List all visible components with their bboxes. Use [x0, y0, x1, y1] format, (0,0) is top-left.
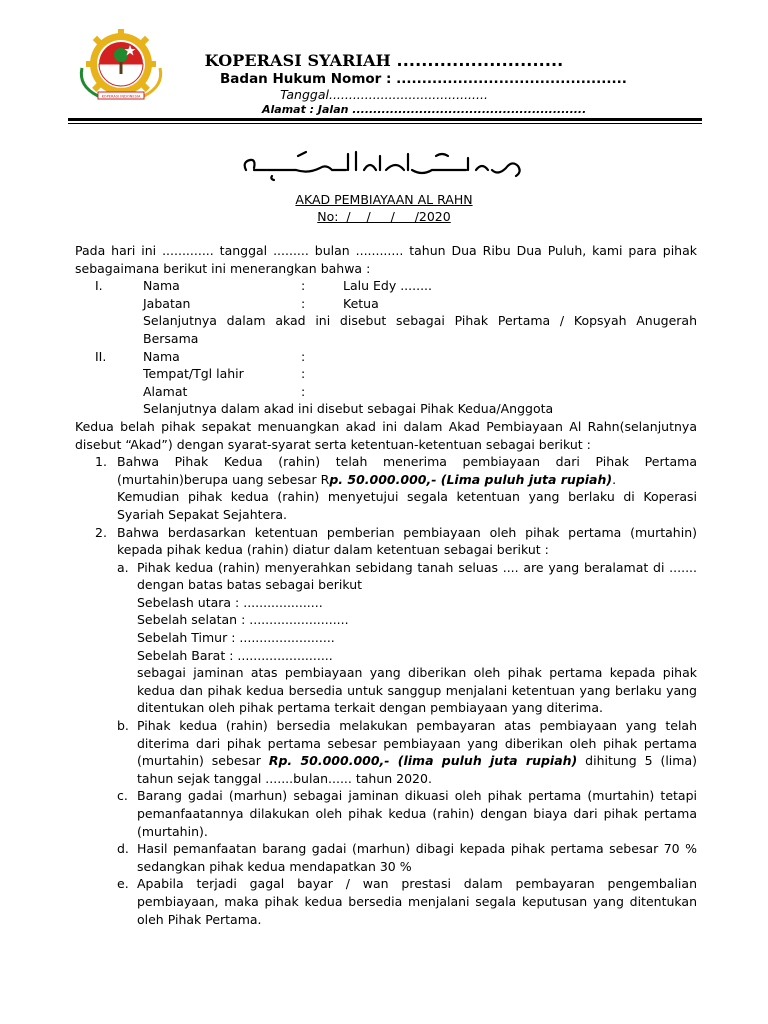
clause-2c-text: Barang gadai (marhun) sebagai jaminan dikuasi oleh pihak pertama (murtahin) tetapi pemanfaatannya dilakukan oleh pihak kedua (rahin) dengan biaya dari pihak pertama (murtahin).: [137, 788, 697, 839]
party1-colon: :: [301, 295, 306, 311]
border-east: Sebelah Timur : ........................: [137, 630, 335, 646]
clause-2a-text: Pihak kedua (rahin) menyerahkan sebidang tanah seluas .... are yang beralamat di ....... dengan batas batas sebagai berikut: [137, 559, 697, 593]
clause-2d: [117, 840, 697, 875]
clause-2e: [117, 875, 697, 928]
party1-numeral: I.: [95, 278, 103, 294]
party1-row-name: [75, 277, 697, 295]
akad-title: AKAD PEMBIAYAAN AL RAHN: [295, 192, 473, 207]
party1-value: Ketua: [343, 295, 379, 311]
agreement-paragraph: Kedua belah pihak sepakat menuangkan akad ini dalam Akad Pembiayaan Al Rahn(selanjutnya disebut “Akad”) dengan syarat-syarat serta ketentuan-ketentuan sebagai berikut :: [75, 418, 697, 452]
clause-2d-text: Hasil pemanfaatan barang gadai (marhun) dibagi kepada pihak pertama sebesar 70 % sedangkan pihak kedua mendapatkan 30 %: [137, 841, 697, 874]
party2-row-alamat: [75, 383, 697, 401]
party2-colon: :: [301, 348, 306, 364]
clause-2c: [117, 787, 697, 840]
party1-note: Selanjutnya dalam akad ini disebut sebagai Pihak Pertama / Kopsyah Anugerah Bersama: [143, 313, 697, 346]
badan-hukum-line: Badan Hukum Nomor : .............................................: [220, 71, 627, 87]
clause-2e-text: Apabila terjadi gagal bayar / wan prestasi dalam pembayaran pengembalian pembiayaan, maka pihak kedua bersedia menjalani segala keputusan yang ditentukan oleh Pihak Pertama.: [137, 876, 697, 927]
clause-2b-text-b: dihitung 5 (lima) tahun sejak tanggal .......bulan...... tahun 2020.: [137, 753, 697, 786]
clause-2d-letter: d.: [117, 841, 129, 857]
clause-2c-letter: c.: [117, 788, 128, 804]
party2-label: Tempat/Tgl lahir: [143, 366, 244, 382]
alamat-line: Alamat : Jalan ........................................................: [262, 103, 587, 116]
party2-row-name: [75, 348, 697, 366]
intro-paragraph: Pada hari ini ............. tanggal ......... bulan ............ tahun Dua Ribu Dua Puluh, kami para pihak sebagaimana berikut ini menerangkan bahwa :: [75, 243, 697, 276]
clause-2-number: 2.: [95, 524, 107, 540]
letterhead-rule-thick: [68, 118, 702, 121]
akad-no-value: / / / /: [338, 209, 419, 224]
clause-1-text-2: Kemudian pihak kedua (rahin) menyetujui segala ketentuan yang berlaku di Koperasi Syariah Sepakat Sejahtera.: [117, 489, 697, 522]
clause-1-text-a: Bahwa Pihak Kedua (rahin) telah menerima pembiayaan dari Pihak Pertama (murtahin)berupa uang sebesar R: [117, 454, 697, 487]
letterhead-rule-thin: [68, 123, 702, 124]
party1-label: Nama: [143, 278, 180, 294]
letterhead-title-main: KOPERASI SYARIAH: [204, 51, 397, 70]
party2-numeral: II.: [95, 348, 107, 364]
border-north: Sebelash utara : ....................: [137, 594, 323, 610]
party1-row-jabatan: [75, 295, 697, 313]
party2-colon: :: [301, 383, 306, 399]
party1-value: Lalu Edy ........: [343, 278, 432, 294]
clause-2b-text-a: Pihak kedua (rahin) bersedia melakukan pembayaran atas pembiayaan yang telah diterima dari pihak pertama sebesar pembiayaan yang diberikan oleh pihak pertama (murtahin) sebesar: [137, 718, 697, 769]
document-body: [75, 242, 697, 928]
clause-2a-letter: a.: [117, 559, 129, 575]
border-west: Sebelah Barat : ........................: [137, 647, 333, 663]
letterhead-title: [0, 51, 768, 70]
akad-number: [0, 209, 768, 224]
party2-colon: :: [301, 366, 306, 382]
clause-1-end: .: [612, 471, 617, 487]
party1-label: Jabatan: [143, 295, 191, 311]
clause-1-number: 1.: [95, 454, 107, 470]
clause-1-amount: p. 50.000.000,- (Lima puluh juta rupiah): [329, 471, 613, 487]
party2-row-ttl: [75, 365, 697, 383]
basmalah-calligraphy-icon: [236, 146, 532, 182]
akad-no-label: No:: [317, 209, 339, 224]
clause-2a: [117, 559, 697, 717]
clause-2b-text: [137, 717, 697, 787]
clause-1-text: [117, 453, 697, 488]
clause-1: [75, 453, 697, 523]
clause-2: [75, 524, 697, 929]
letterhead-title-dots: ...........................: [396, 51, 564, 70]
party1-colon: :: [301, 278, 306, 294]
akad-no-year: 2020: [418, 209, 451, 224]
logo-caption: KOPERASI INDONESIA: [101, 94, 141, 99]
border-south: Sebelah selatan : .........................: [137, 612, 349, 628]
tanggal-line: Tanggal........................................: [280, 87, 488, 102]
clause-2b-letter: b.: [117, 718, 129, 734]
party2-label: Alamat: [143, 383, 188, 399]
clause-2a-closing: sebagai jaminan atas pembiayaan yang diberikan oleh pihak pertama kepada pihak kedua dan pihak kedua bersedia untuk sanggup menjalani ketentuan yang berlaku yang ditentukan oleh pihak pertama terkait dengan pembiayaan yang diterima.: [137, 665, 697, 716]
clause-2b: [117, 717, 697, 787]
party2-note: Selanjutnya dalam akad ini disebut sebagai Pihak Kedua/Anggota: [143, 401, 554, 417]
party2-label: Nama: [143, 348, 180, 364]
clause-2-text: Bahwa berdasarkan ketentuan pemberian pembiayaan oleh pihak pertama (murtahin) kepada pihak kedua (rahin) diatur dalam ketentuan sebagai berikut :: [117, 524, 697, 558]
clause-2b-amount: Rp. 50.000.000,- (lima puluh juta rupiah): [268, 753, 578, 769]
clause-2e-letter: e.: [117, 876, 129, 892]
